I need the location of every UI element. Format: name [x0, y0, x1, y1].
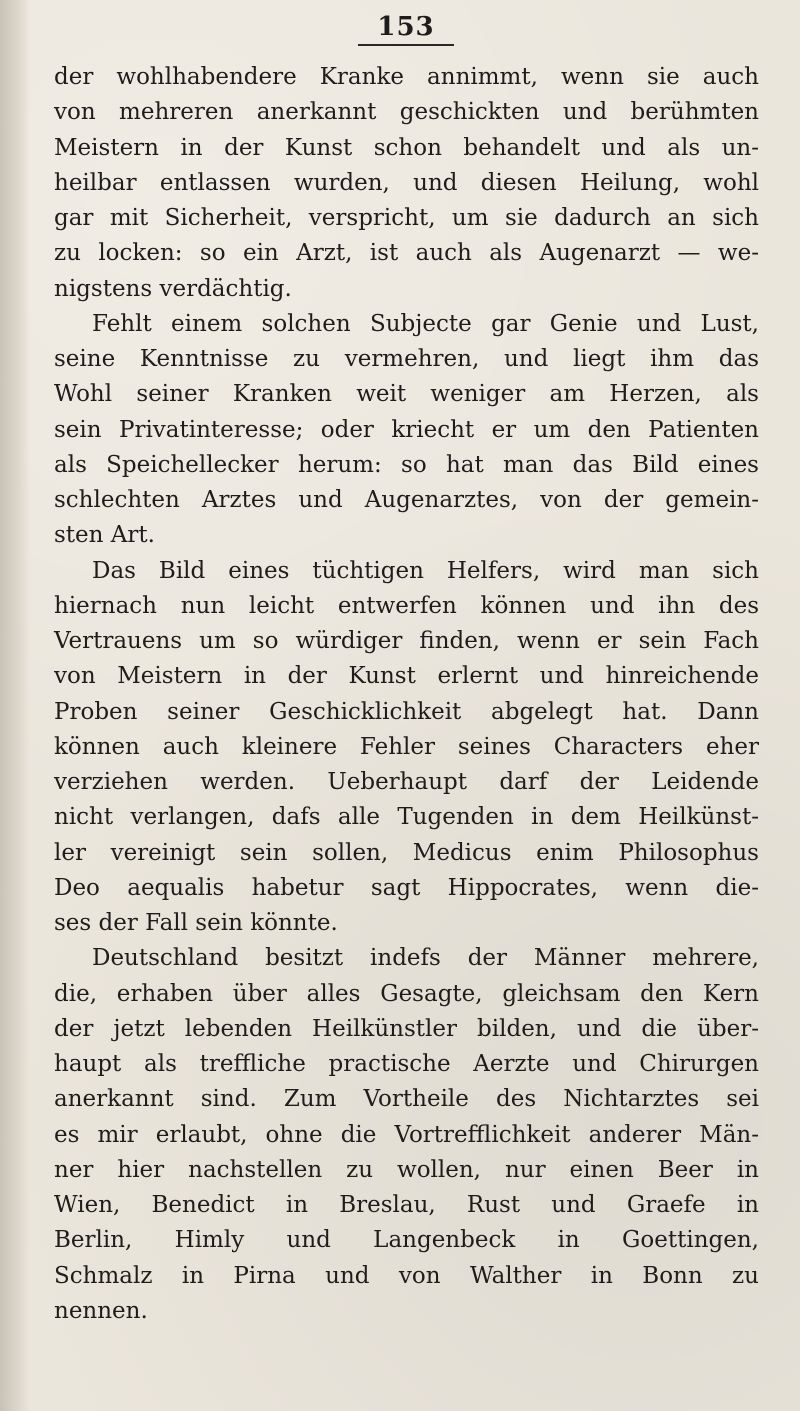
text-line: nicht verlangen, dafs alle Tugenden in dem Heilkünst- [54, 804, 759, 831]
text-line: Deutschland besitzt indefs der Männer mehrere, [92, 945, 759, 972]
text-line: ner hier nachstellen zu wollen, nur einen Beer in [54, 1156, 759, 1183]
text-line: Schmalz in Pirna und von Walther in Bonn zu [54, 1262, 759, 1289]
text-line: Proben seiner Geschicklichkeit abgelegt hat. Dann [54, 698, 759, 725]
page-number-rule [358, 44, 454, 46]
page-gutter-shadow [0, 0, 30, 1411]
text-line: ses der Fall sein könnte. [54, 910, 338, 936]
text-line: ler vereinigt sein sollen, Medicus enim Philosophus [54, 839, 759, 866]
text-line: seine Kenntnisse zu vermehren, und liegt ihm das [54, 346, 759, 372]
body-text [54, 60, 759, 1329]
text-line: können auch kleinere Fehler seines Characters eher [54, 733, 759, 760]
text-line: haupt als treffliche practische Aerzte und Chirurgen [54, 1051, 759, 1077]
text-line: es mir erlaubt, ohne die Vortrefflichkeit anderer Män- [54, 1121, 759, 1148]
text-line: gar mit Sicherheit, verspricht, um sie dadurch an sich [54, 205, 759, 231]
text-line: Fehlt einem solchen Subjecte gar Genie und Lust, [92, 310, 759, 337]
text-line: der jetzt lebenden Heilkünstler bilden, und die über- [54, 1015, 759, 1042]
text-line: heilbar entlassen wurden, und diesen Heilung, wohl [54, 169, 759, 196]
text-line: Wien, Benedict in Breslau, Rust und Graefe in [54, 1192, 759, 1218]
text-line: von Meistern in der Kunst erlernt und hinreichende [54, 663, 759, 690]
text-line: von mehreren anerkannt geschickten und berühmten [54, 99, 759, 126]
text-line: der wohlhabendere Kranke annimmt, wenn sie auch [54, 64, 759, 90]
text-line: zu locken: so ein Arzt, ist auch als Augenarzt — we- [54, 240, 759, 267]
text-line: Deo aequalis habetur sagt Hippocrates, wenn die- [54, 874, 759, 901]
text-line: hiernach nun leicht entwerfen können und ihn des [54, 592, 759, 619]
page-number: 153 [377, 12, 435, 42]
text-line: Das Bild eines tüchtigen Helfers, wird man sich [92, 557, 759, 584]
text-line: schlechten Arztes und Augenarztes, von der gemein- [54, 487, 759, 513]
text-line: Berlin, Himly und Langenbeck in Goettingen, [54, 1227, 759, 1254]
text-line: als Speichellecker herum: so hat man das Bild eines [54, 451, 759, 478]
text-line: sein Privatinteresse; oder kriecht er um den Patienten [54, 416, 759, 443]
text-line: die, erhaben über alles Gesagte, gleichsam den Kern [54, 980, 759, 1007]
text-line: nigstens verdächtig. [54, 275, 292, 302]
text-line: verziehen werden. Ueberhaupt darf der Leidende [54, 769, 759, 795]
text-line: Vertrauens um so würdiger finden, wenn er sein Fach [54, 628, 759, 654]
text-line: anerkannt sind. Zum Vortheile des Nichtarztes sei [54, 1086, 759, 1113]
text-line: Wohl seiner Kranken weit weniger am Herzen, als [54, 381, 759, 408]
text-line: Meistern in der Kunst schon behandelt und als un- [54, 134, 759, 161]
text-line: sten Art. [54, 522, 155, 549]
text-line: nennen. [54, 1297, 148, 1324]
